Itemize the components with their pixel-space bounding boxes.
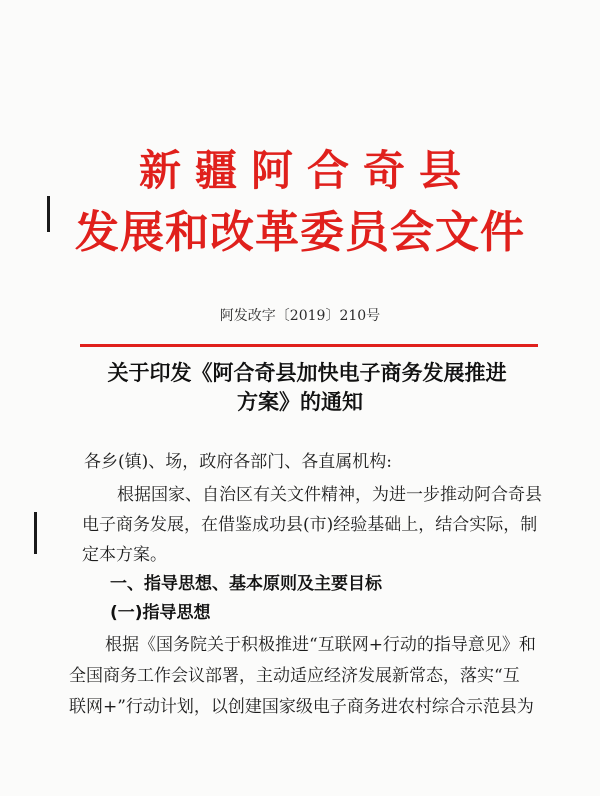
body-paragraph-line: 全国商务工作会议部署，主动适应经济发展新常态，落实“互 [69, 666, 520, 686]
subsection-heading: (一)指导思想 [110, 603, 211, 623]
body-paragraph-line: 联网+”行动计划，以创建国家级电子商务进农村综合示范县为 [69, 697, 534, 717]
intro-paragraph-line: 电子商务发展，在借鉴成功县(市)经验基础上，结合实际，制 [82, 515, 538, 535]
body-paragraph-line: 根据《国务院关于积极推进“互联网+行动的指导意见》和 [105, 635, 536, 655]
red-divider-line [80, 344, 538, 347]
document-type-title: 发展和改革委员会文件 [75, 207, 525, 258]
intro-paragraph-line: 根据国家、自治区有关文件精神，为进一步推动阿合奇县 [117, 485, 542, 505]
document-number: 阿发改字〔2019〕210号 [219, 308, 381, 324]
binding-mark [34, 512, 37, 554]
notice-title-line1: 关于印发《阿合奇县加快电子商务发展推进 [107, 360, 507, 385]
section-heading: 一、指导思想、基本原则及主要目标 [110, 574, 382, 594]
addressee-line: 各乡(镇)、场，政府各部门、各直属机构: [84, 452, 392, 472]
intro-paragraph-line: 定本方案。 [82, 545, 167, 565]
issuer-name: 新疆阿合奇县 [138, 146, 475, 195]
notice-title-line2: 方案》的通知 [237, 389, 363, 414]
